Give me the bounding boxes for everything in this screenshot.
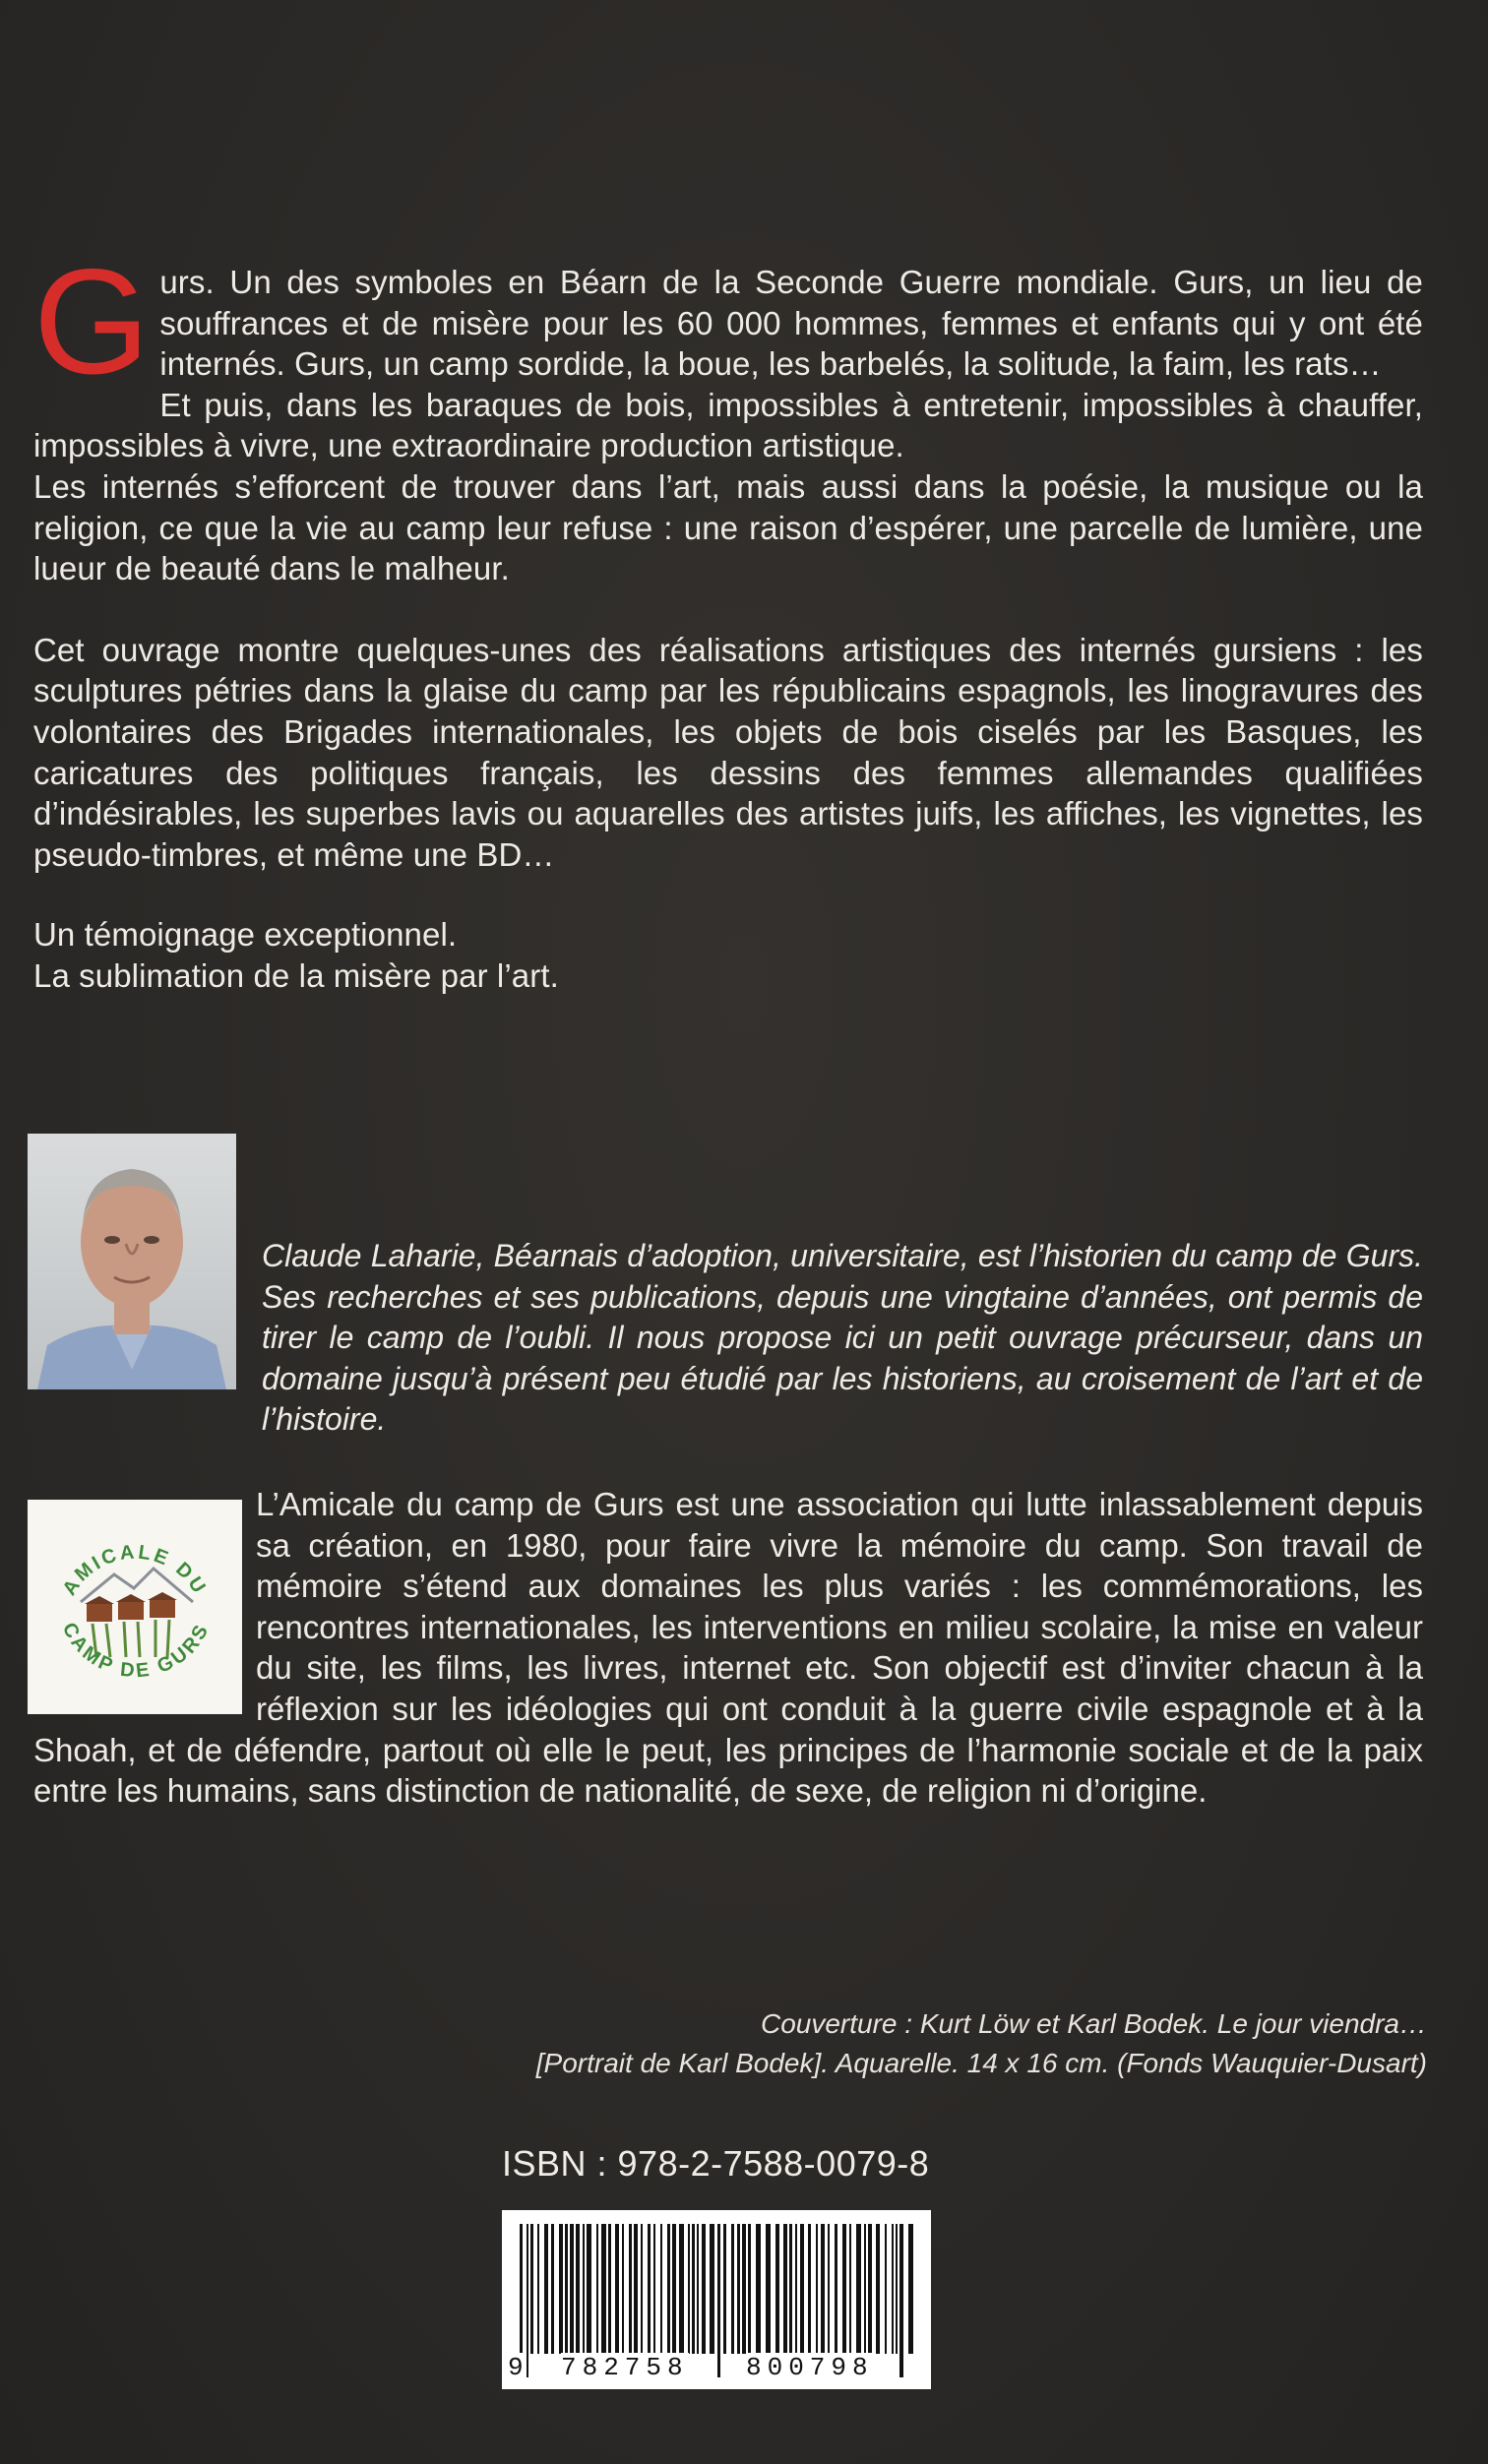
barcode-bar — [537, 2224, 539, 2354]
barcode-bar — [544, 2224, 548, 2354]
barcode-bar — [731, 2224, 734, 2354]
barcode-bar — [864, 2224, 866, 2354]
barcode-bar — [587, 2224, 591, 2354]
barcode-bar — [596, 2224, 598, 2354]
barcode-lead-digit: 9 — [508, 2353, 524, 2382]
barcode-bar — [692, 2224, 695, 2354]
barcode-bar — [800, 2224, 804, 2354]
svg-text:AMICALE DU: AMICALE DU — [58, 1541, 212, 1600]
barcode-bar — [570, 2224, 574, 2354]
barcode-bar — [876, 2224, 880, 2354]
barcode-bar — [885, 2224, 887, 2354]
intro-paragraph-2: Et puis, dans les baraques de bois, impossibles à entretenir, impossibles à chauffer, impossibles à vivre, une extraordinaire production artistique. — [33, 386, 1423, 464]
barcode-bar — [896, 2224, 898, 2354]
barcode-bar — [775, 2224, 779, 2354]
barcode-bar — [551, 2224, 554, 2354]
barcode-bar — [868, 2224, 872, 2354]
barcode-bar — [576, 2224, 580, 2354]
barcode-bar — [892, 2224, 894, 2354]
barcode-bar — [828, 2224, 830, 2354]
barcode-bar — [688, 2224, 690, 2354]
barcode-bar — [808, 2224, 811, 2354]
author-bio: Claude Laharie, Béarnais d’adoption, universitaire, est l’historien du camp de Gurs. Ses recherches et ses publications, depuis une vingtaine d’années, ont permis de tirer le camp de l’oubli. Il nous propose ici un petit ouvrage précurseur, dans un domaine jusqu’à présent peu étudié par les historiens, au croisement de l’art et de l’histoire. — [262, 1238, 1423, 1438]
intro-paragraph-4: Cet ouvrage montre quelques-unes des réalisations artistiques des internés gursiens : les sculptures pétries dans la glaise du camp par les républicains espagnols, les linogravures des volontaires des Brigades internationales, les objets de bois ciselés par les Basques, les caricatures des politiques français, les dessins des femmes allemandes qualifiées d’indésirables, les superbes lavis ou aquarelles des artistes juifs, les affiches, les vignettes, les pseudo-timbres, et même une BD… — [33, 631, 1423, 873]
credit-line-1: Couverture : Kurt Löw et Karl Bodek. Le jour viendra… — [760, 2008, 1427, 2039]
intro-paragraph-1: urs. Un des symboles en Béarn de la Seconde Guerre mondiale. Gurs, un lieu de souffrances et de misère pour les 60 000 hommes, femmes et enfants qui y ont été internés. Gurs, un camp sordide, la boue, les barbelés, la solitude, la faim, les rats… — [159, 264, 1423, 383]
barcode-bar — [816, 2224, 818, 2354]
barcode-bar — [641, 2224, 643, 2354]
barcode-bar — [697, 2224, 699, 2354]
barcode-bar — [679, 2224, 684, 2354]
barcode-bar — [710, 2224, 714, 2354]
barcode-group-1: 782758 — [561, 2353, 689, 2382]
isbn-label: ISBN : 978-2-7588-0079-8 — [502, 2143, 930, 2184]
svg-text:CAMP DE GURS: CAMP DE GURS — [57, 1619, 215, 1683]
barcode-bar — [672, 2224, 676, 2354]
amicale-logo — [28, 1500, 242, 1714]
barcode-bar — [795, 2224, 797, 2354]
barcode-bar — [660, 2224, 662, 2354]
credit-line-2: [Portrait de Karl Bodek]. Aquarelle. 14 x 16 cm. (Fonds Wauquier-Dusart) — [535, 2048, 1427, 2078]
barcode-bar — [615, 2224, 619, 2354]
barcode-bar — [530, 2224, 533, 2354]
intro-paragraph-5: Un témoignage exceptionnel. — [33, 916, 458, 954]
barcode-bar — [723, 2224, 726, 2354]
barcode-bar — [748, 2224, 751, 2354]
barcode-bar — [667, 2224, 670, 2354]
barcode-bar — [559, 2224, 563, 2354]
intro-paragraph-3: Les internés s’efforcent de trouver dans l’art, mais aussi dans la poésie, la musique ou la religion, ce que la vie au camp leur refuse : une raison d’espérer, une parcelle de lumière, une lueur de beauté dans le malheur. — [33, 467, 1423, 587]
barcode-bar — [634, 2224, 638, 2354]
barcode-bar — [629, 2224, 632, 2354]
barcode-bar — [856, 2224, 861, 2354]
barcode-bar — [737, 2224, 740, 2354]
barcode-bar — [702, 2224, 706, 2354]
barcode-bar — [601, 2224, 606, 2354]
barcode-bar — [842, 2224, 846, 2354]
drop-cap: G — [33, 238, 151, 405]
barcode-bar — [849, 2224, 851, 2354]
barcode-bar — [565, 2224, 568, 2354]
association-text: L’Amicale du camp de Gurs est une association qui lutte inlassablement depuis sa création, en 1980, pour faire vivre la mémoire du camp. Son travail de mémoire s’étend aux domaines les plus variés : les commémorations, les rencontres internationales, les interventions en milieu scolaire, la mise en valeur du site, les films, les livres, internet etc. Son objectif est d’inviter chacun à la réflexion sur les idéologies qui ont conduit à la guerre civile espagnole et à la Shoah, et de défendre, partout où elle le peut, les principes de l’harmonie sociale et de la paix entre les humains, sans distinction de nationalité, de sexe, de religion ni d’origine. — [33, 1486, 1423, 1810]
barcode-bar — [653, 2224, 655, 2354]
author-photo — [28, 1134, 236, 1389]
barcode-bar — [648, 2224, 651, 2354]
cover-credit — [246, 2004, 1427, 2083]
barcode-bar — [583, 2224, 585, 2354]
barcode-bar — [821, 2224, 825, 2354]
barcode-bar — [608, 2224, 611, 2354]
barcode-bar — [622, 2224, 624, 2354]
barcode-bar — [835, 2224, 837, 2354]
barcode-bar — [756, 2224, 761, 2354]
barcode-bar — [908, 2224, 913, 2354]
barcode-bar — [783, 2224, 787, 2354]
intro-text — [33, 238, 1423, 997]
barcode-bar — [789, 2224, 792, 2354]
barcode-digits — [502, 2353, 931, 2386]
barcode — [502, 2210, 931, 2389]
barcode-bar — [742, 2224, 746, 2354]
barcode-bar — [766, 2224, 771, 2354]
intro-paragraph-6: La sublimation de la misère par l’art. — [33, 956, 559, 994]
barcode-group-2: 800798 — [746, 2353, 874, 2382]
